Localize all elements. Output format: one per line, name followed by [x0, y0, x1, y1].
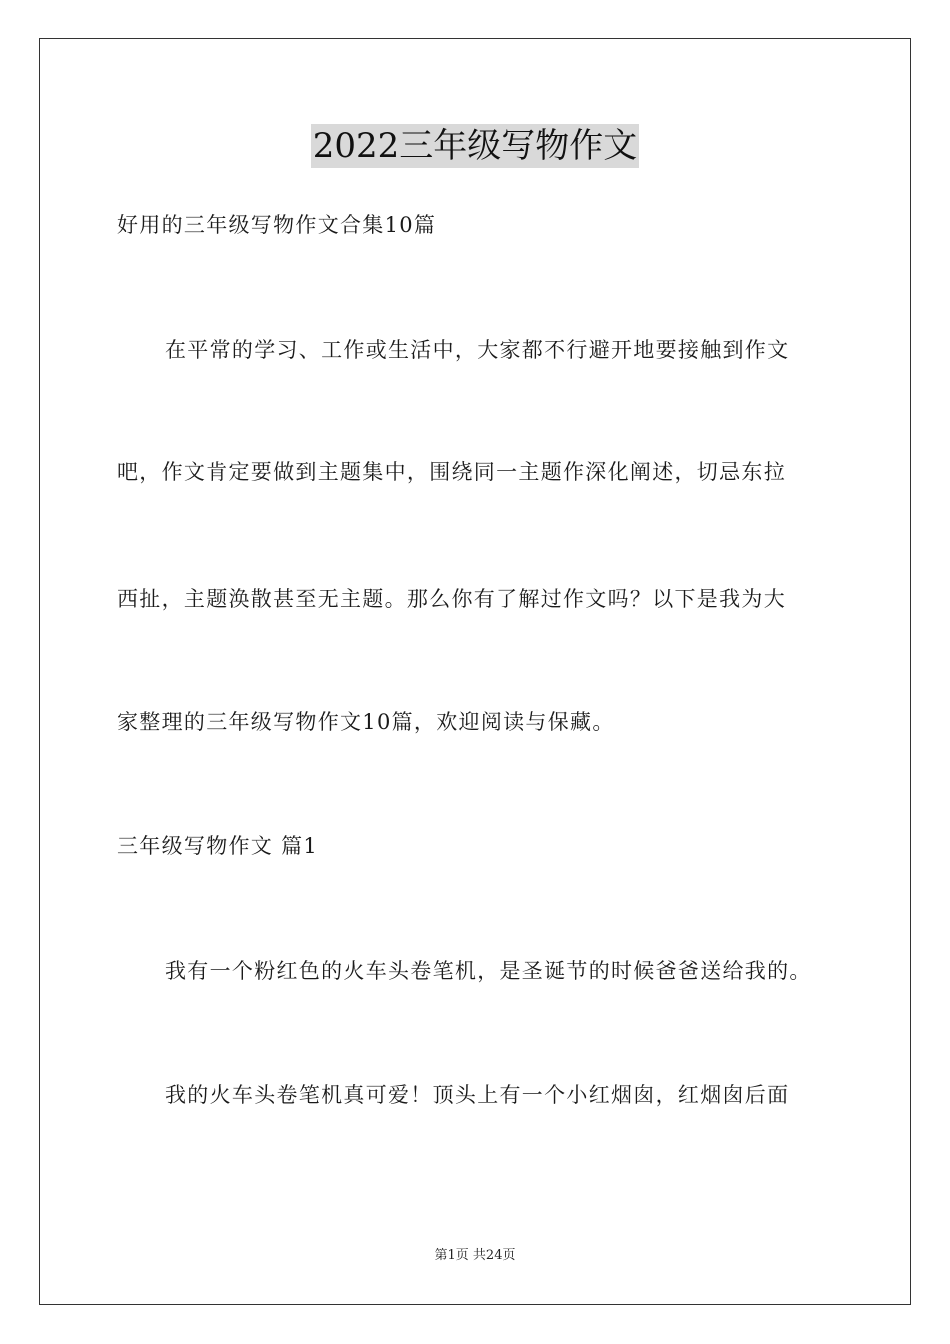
section-paragraph-1: 我有一个粉红色的火车头卷笔机，是圣诞节的时候爸爸送给我的。: [165, 959, 812, 983]
document-subtitle: 好用的三年级写物作文合集10篇: [117, 213, 437, 237]
page-footer: 第1页 共24页: [434, 1248, 516, 1263]
title-container: [0, 124, 950, 168]
intro-line-2: 吧，作文肯定要做到主题集中，围绕同一主题作深化阐述，切忌东拉: [117, 460, 786, 484]
intro-line-3: 西扯，主题涣散甚至无主题。那么你有了解过作文吗？以下是我为大: [117, 587, 786, 611]
section-paragraph-2: 我的火车头卷笔机真可爱！顶头上有一个小红烟囱，红烟囱后面: [165, 1083, 790, 1107]
section-heading: 三年级写物作文 篇1: [117, 834, 319, 858]
intro-line-4: 家整理的三年级写物作文10篇，欢迎阅读与保藏。: [117, 710, 615, 734]
intro-line-1: 在平常的学习、工作或生活中，大家都不行避开地要接触到作文: [165, 338, 790, 362]
document-title: 2022三年级写物作文: [312, 126, 638, 166]
